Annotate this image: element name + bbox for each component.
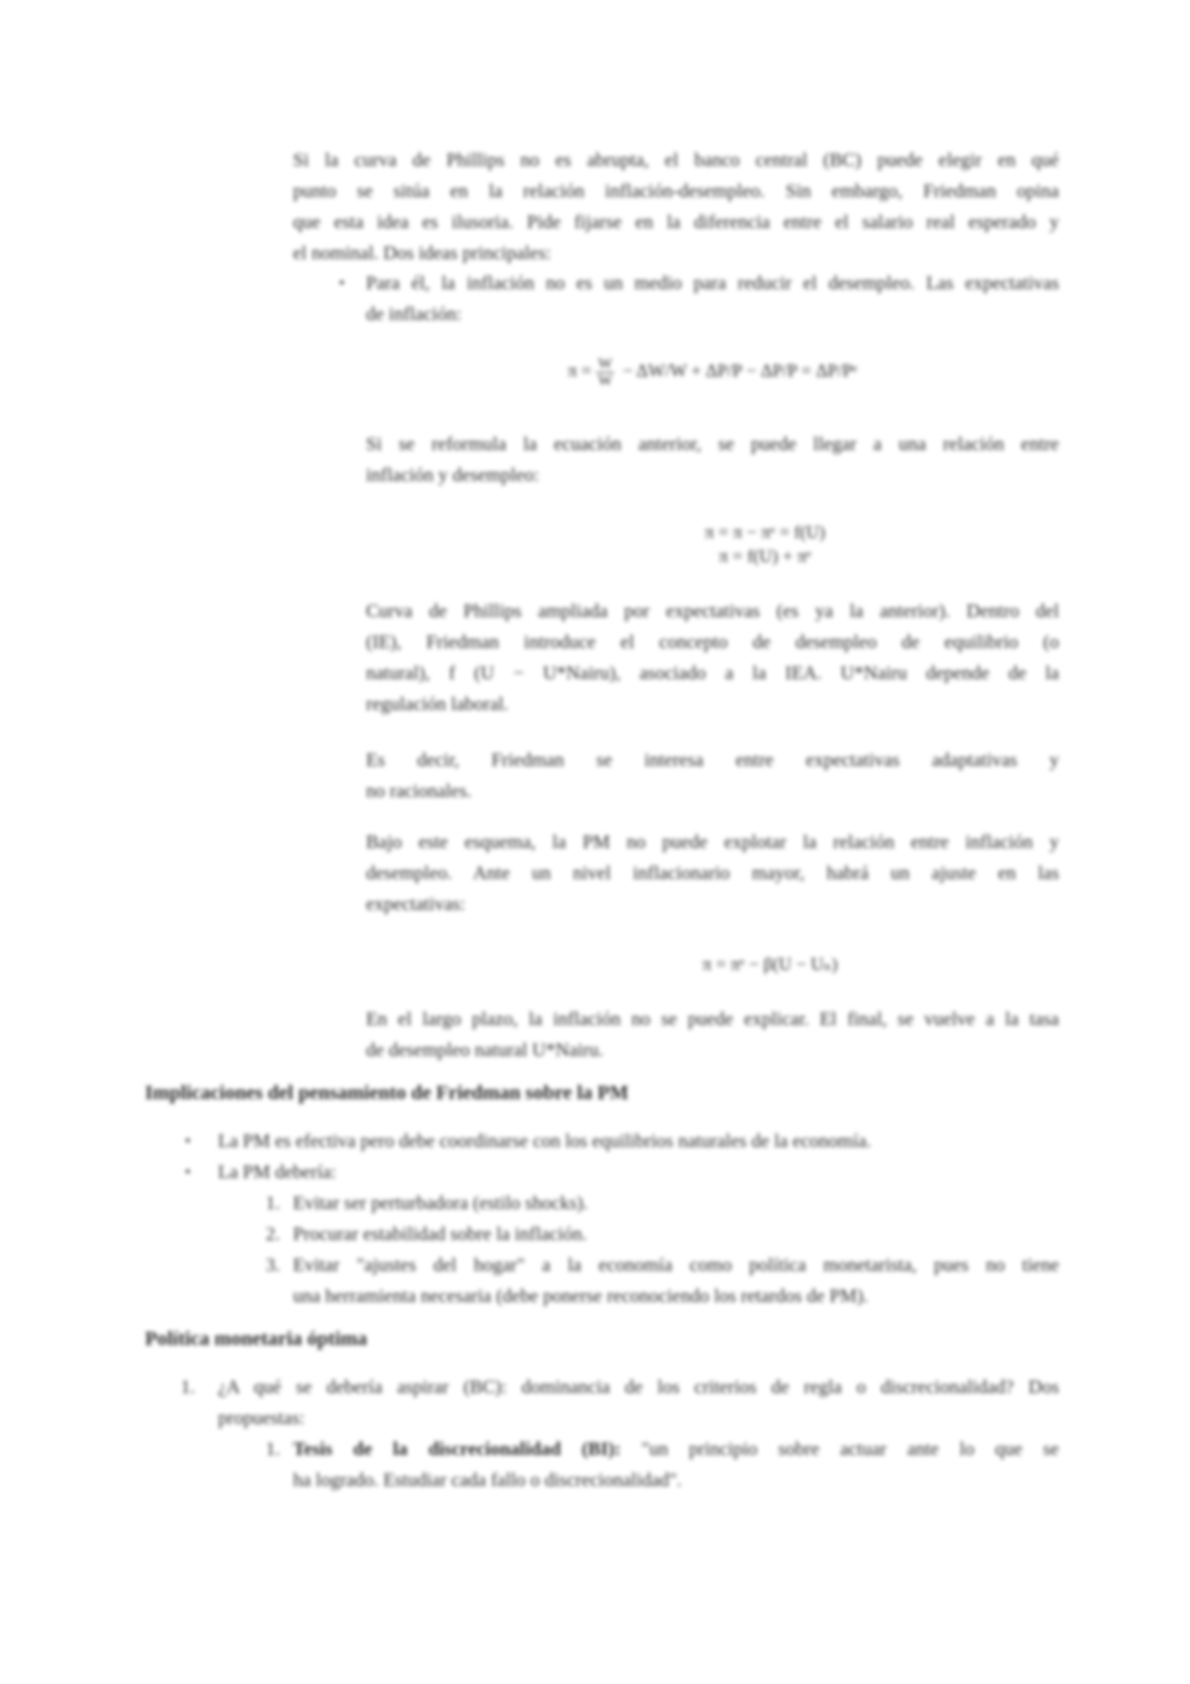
equation-adjustment bbox=[560, 952, 980, 976]
bullet-line: de inflación: bbox=[366, 304, 462, 325]
equation-fraction bbox=[596, 356, 614, 389]
paragraph-line: regulación laboral. bbox=[366, 694, 509, 715]
intro-line: punto se sitúa en la relación inflación-desempleo. Sin embargo, Friedman opina bbox=[293, 181, 1059, 202]
intro-paragraph bbox=[293, 145, 1059, 269]
subitem-line bbox=[293, 1434, 1059, 1465]
paragraph-line: natural), f (U − U*Nairu), asociado a la IEA. U*Nairu depende de la bbox=[366, 663, 1059, 684]
subitem-number: 1. bbox=[265, 1193, 280, 1214]
fraction-denominator: W bbox=[598, 373, 613, 389]
phillips-curve-paragraph bbox=[366, 596, 1059, 720]
section-item: La PM es efectiva pero debe coordinarse con los equilibrios naturales de la economía. bbox=[218, 1131, 872, 1152]
scheme-paragraph bbox=[366, 827, 1059, 920]
subitem-number: 1. bbox=[265, 1439, 280, 1460]
section-heading: Política monetaria óptima bbox=[145, 1328, 368, 1350]
thesis-text: "un principio sobre actuar ante lo que se bbox=[620, 1439, 1059, 1460]
paragraph-line: desempleo. Ante un nivel inflacionario mayor, habrá un ajuste en las bbox=[366, 863, 1059, 884]
expectations-paragraph bbox=[366, 745, 1059, 807]
equation-lhs: π = bbox=[567, 360, 597, 381]
item-number: 1. bbox=[180, 1377, 195, 1398]
paragraph-line: expectativas: bbox=[366, 894, 466, 915]
subitem-number: 3. bbox=[265, 1255, 280, 1276]
bullet-paragraph bbox=[366, 268, 1059, 330]
equation-text: π = πᵉ − β(U − Uₙ) bbox=[702, 954, 838, 974]
subitem-paragraph bbox=[293, 1434, 1059, 1496]
paragraph-line: Bajo este esquema, la PM no puede explotar la relación entre inflación y bbox=[366, 832, 1059, 853]
subitem-line: ha logrado. Estudiar cada fallo o discrecionalidad". bbox=[293, 1470, 682, 1491]
paragraph-line: inflación y desempleo: bbox=[366, 465, 540, 486]
item-line: ¿A qué se debería aspirar (BC): dominancia de los criterios de regla o discrecionalidad? Dos bbox=[218, 1377, 1059, 1398]
paragraph-line: (IE), Friedman introduce el concepto de desempleo de equilibrio (o bbox=[366, 632, 1059, 653]
subitem-text: Evitar ser perturbadora (estilo shocks). bbox=[293, 1193, 588, 1214]
equation-phillips-system bbox=[580, 520, 950, 568]
section-item: La PM debería: bbox=[218, 1162, 337, 1183]
fraction-numerator: W bbox=[598, 356, 613, 372]
paragraph-line: Curva de Phillips ampliada por expectativas (es ya la anterior). Dentro del bbox=[366, 601, 1059, 622]
subitem-line: Evitar "ajustes del hogar" a la economía como política monetarista, pues no tiene bbox=[293, 1255, 1059, 1276]
bullet-marker: • bbox=[185, 1133, 191, 1150]
item-line: propuestas: bbox=[218, 1408, 305, 1429]
equation-rhs: − ΔW/W + ΔP/P − ΔP/P = ΔP/Pᵉ bbox=[618, 360, 858, 381]
subitem-text: Procurar estabilidad sobre la inflación. bbox=[293, 1224, 587, 1245]
paragraph-line: no racionales. bbox=[366, 781, 472, 802]
bullet-marker: • bbox=[185, 1164, 191, 1181]
paragraph-line: Si se reformula la ecuación anterior, se puede llegar a una relación entre bbox=[366, 434, 1059, 455]
paragraph-line: de desempleo natural U*Nairu. bbox=[366, 1040, 604, 1061]
subitem-paragraph bbox=[293, 1250, 1059, 1312]
subitem-line: una herramienta necesaria (debe ponerse reconociendo los retardos de PM). bbox=[293, 1286, 869, 1307]
paragraph-line: Es decir, Friedman se interesa entre expectativas adaptativas y bbox=[366, 750, 1059, 771]
thesis-title: Tesis de la discrecionalidad (BI): bbox=[293, 1439, 621, 1460]
bullet-marker: • bbox=[339, 275, 345, 292]
intro-line: Si la curva de Phillips no es abrupta, el banco central (BC) puede elegir en qué bbox=[293, 150, 1059, 171]
intro-line: el nominal. Dos ideas principales: bbox=[293, 243, 552, 264]
equation-line: π = π − πᵉ = f(U) bbox=[704, 522, 826, 542]
reformulation-paragraph bbox=[366, 429, 1059, 491]
bullet-line: Para él, la inflación no es un medio para reducir el desempleo. Las expectativas bbox=[366, 273, 1059, 294]
section-heading: Implicaciones del pensamiento de Friedman sobre la PM bbox=[145, 1082, 629, 1104]
subitem-number: 2. bbox=[265, 1224, 280, 1245]
equation-line: π = f(U) + πᵉ bbox=[718, 546, 812, 566]
paragraph-line: En el largo plazo, la inflación no se puede explicar. El final, se vuelve a la tasa bbox=[366, 1009, 1059, 1030]
intro-line: que esta idea es ilusoria. Pide fijarse en la diferencia entre el salario real esperado y bbox=[293, 212, 1059, 233]
section-item-paragraph bbox=[218, 1372, 1059, 1434]
long-run-paragraph bbox=[366, 1004, 1059, 1066]
equation-expectations bbox=[366, 356, 1059, 389]
